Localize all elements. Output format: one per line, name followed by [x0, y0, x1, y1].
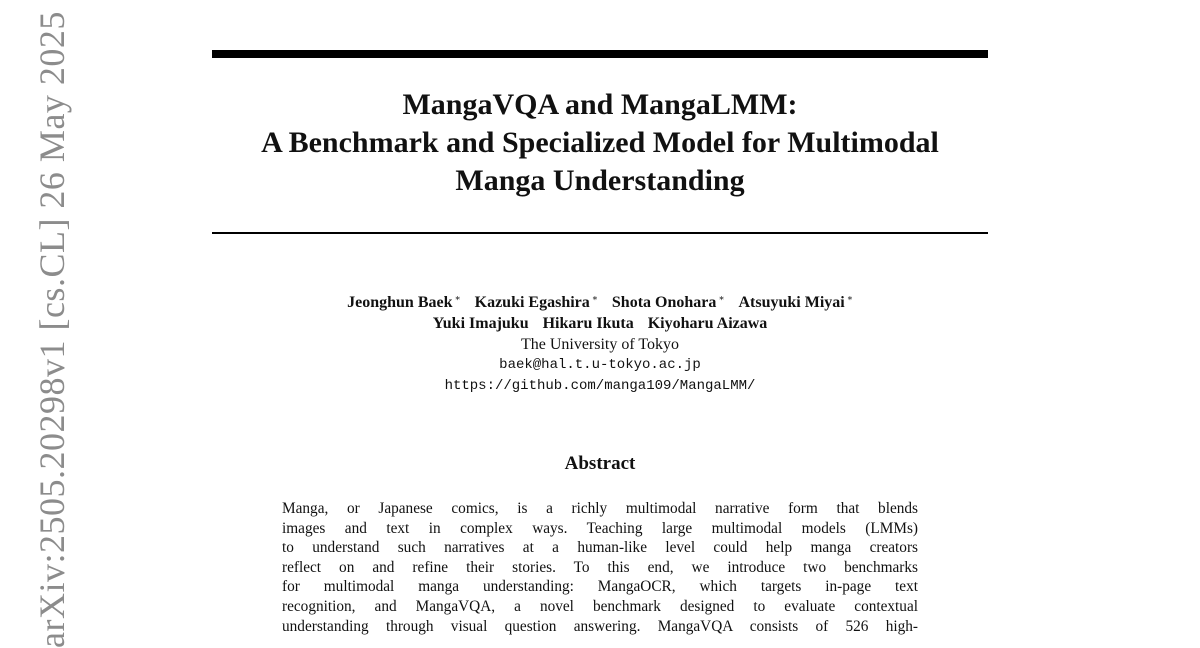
bottom-rule — [212, 232, 988, 234]
abstract-line: images and text in complex ways. Teaching large multimodal models (LMMs) — [282, 519, 918, 537]
author-block — [250, 288, 950, 397]
abstract-line: Manga, or Japanese comics, is a richly multimodal narrative form that blends — [282, 500, 918, 517]
contact-email[interactable]: baek@hal.t.u-tokyo.ac.jp — [499, 357, 701, 373]
author: Yuki Imajuku — [432, 315, 529, 332]
equal-contribution-mark: ∗ — [846, 293, 853, 303]
title-line: A Benchmark and Specialized Model for Multimodal — [261, 126, 939, 159]
project-url[interactable]: https://github.com/manga109/MangaLMM/ — [444, 378, 756, 394]
author: Hikaru Ikuta — [542, 315, 634, 332]
equal-contribution-mark: ∗ — [591, 293, 598, 303]
author: Kiyoharu Aizawa — [647, 315, 768, 332]
abstract-line: recognition, and MangaVQA, a novel benchmark designed to evaluate contextual — [282, 597, 918, 615]
author: Shota Onohara ∗ — [611, 293, 725, 311]
author: Atsuyuki Miyai ∗ — [738, 293, 853, 311]
author: Jeonghun Baek ∗ — [347, 293, 461, 311]
affiliation: The University of Tokyo — [520, 336, 680, 353]
equal-contribution-mark: ∗ — [454, 293, 461, 303]
abstract-line: understanding through visual question answering. MangaVQA consists of 526 high- — [282, 617, 918, 635]
author: Kazuki Egashira ∗ — [474, 293, 598, 311]
arxiv-side-stamp — [32, 0, 72, 648]
abstract-line: reflect on and refine their stories. To this end, we introduce two benchmarks — [282, 558, 918, 576]
abstract-line: to understand such narratives at a human-like level could help manga creators — [282, 539, 918, 557]
arxiv-identifier: arXiv:2505.20298v1 [cs.CL] 26 May 2025 — [32, 11, 72, 648]
title-line: Manga Understanding — [455, 164, 745, 197]
author-row-2 — [250, 313, 950, 334]
author-row-1 — [250, 288, 950, 313]
abstract-line: for multimodal manga understanding: MangaOCR, which targets in-page text — [282, 578, 918, 596]
equal-contribution-mark: ∗ — [718, 293, 725, 303]
title-line: MangaVQA and MangaLMM: — [402, 88, 798, 121]
abstract-body — [282, 499, 918, 636]
paper-title — [200, 86, 1000, 200]
abstract-heading: Abstract — [564, 453, 636, 474]
top-rule — [212, 50, 988, 58]
